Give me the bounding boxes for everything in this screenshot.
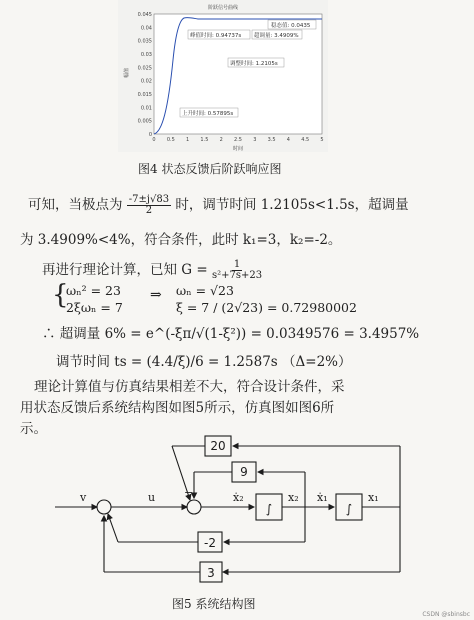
pole-fraction-den: 2 <box>145 205 153 216</box>
overshoot-line: ∴ 超调量 6% = e^(-ξπ/√(1-ξ²)) = 0.0349576 = 3.4957% <box>42 326 420 342</box>
gain-m2-label: -2 <box>204 536 216 550</box>
summing-junction-1 <box>97 500 111 514</box>
tf-num: 1 <box>233 259 241 270</box>
watermark: CSDN @sbinsbc <box>422 611 470 618</box>
y-tick-label: 0.045 <box>137 12 152 18</box>
settling-line: 调节时间 ts = (4.4/ξ)/6 = 1.2587s （Δ=2%） <box>56 354 352 370</box>
y-tick-label: 0.03 <box>140 52 152 58</box>
pole-fraction <box>127 195 171 216</box>
fig5-caption: 图5 系统结构图 <box>172 597 256 611</box>
para1-line <box>28 193 409 216</box>
para3-a: 再进行理论计算，已知 G = <box>42 262 208 278</box>
para2-line: 为 3.4909%<4%，符合条件，此时 k₁=3，k₂=-2。 <box>20 232 342 248</box>
y-tick-label: 0 <box>148 132 152 138</box>
y-tick-label: 0.015 <box>137 92 152 98</box>
x-tick-label: 1.5 <box>200 137 209 143</box>
y-tick-label: 0.035 <box>137 38 152 45</box>
para3-line <box>42 258 262 281</box>
pole-fraction-num: -7±j√83 <box>128 194 170 205</box>
gain-20-label: 20 <box>210 439 226 453</box>
signal-v: v <box>80 491 87 504</box>
system-brace: { <box>52 280 69 310</box>
annotation-settling: 调整时间: 1.2105s <box>230 61 278 67</box>
x-tick-label: 1 <box>186 137 190 143</box>
x-tick-label: 4.5 <box>301 137 310 143</box>
y-tick-label: 0.01 <box>140 105 152 112</box>
minus-sign: − <box>184 486 194 499</box>
step-response-plot <box>118 0 328 152</box>
signal-x2: x₂ <box>288 491 299 504</box>
signal-u: u <box>148 491 156 504</box>
sys-eq-2: 2ξωₙ = 7 <box>66 300 123 315</box>
plot-xlabel: 时间 <box>232 146 244 152</box>
transfer-function <box>212 260 262 281</box>
signal-x1dot: ẋ₁ <box>317 491 328 504</box>
gain-9-label: 9 <box>240 465 248 479</box>
sys-res-1: ωₙ = √23 <box>176 283 234 298</box>
para5-line-1: 理论计算值与仿真结果相差不大，符合设计条件，采 <box>34 379 345 395</box>
x-tick-label: 2 <box>219 137 223 143</box>
x-tick-label: 5 <box>320 137 324 143</box>
x-tick-label: 0.5 <box>166 137 175 143</box>
fig4-caption: 图4 状态反馈后阶跃响应图 <box>138 162 282 176</box>
y-tick-label: 0.025 <box>137 65 152 72</box>
x-tick-label: 2.5 <box>234 137 242 143</box>
annotation-rise: 上升时间: 0.57895s <box>182 111 234 117</box>
y-tick-label: 0.005 <box>137 118 152 125</box>
tf-den: s²+7s+23 <box>211 270 263 281</box>
y-tick-label: 0.04 <box>140 25 152 32</box>
signal-x1: x₁ <box>368 491 379 504</box>
integrator-1-label: ∫ <box>265 502 273 516</box>
annotation-overshoot: 超调量: 3.4909% <box>254 33 299 39</box>
x-tick-label: 4 <box>286 137 290 143</box>
annotation-peak-time: 峰值时间: 0.94737s <box>190 33 242 39</box>
summing-junction-2 <box>187 500 201 514</box>
para1-a: 可知，当极点为 <box>28 197 123 213</box>
block-diagram <box>0 432 474 600</box>
implies-arrow: ⇒ <box>150 287 162 303</box>
sys-res-2: ξ = 7 / (2√23) = 0.72980002 <box>176 300 357 315</box>
y-tick-label: 0.02 <box>140 78 152 85</box>
annotation-steady: 稳态值: 0.0435 <box>271 23 311 29</box>
integrator-2-label: ∫ <box>345 502 353 516</box>
para5-line-2: 用状态反馈后系统结构图如图5所示，仿真图如图6所 <box>20 400 335 416</box>
plot-title: 阶跃信号曲线 <box>207 5 239 11</box>
wire-m2-to-sum1 <box>108 514 118 542</box>
gain-3-label: 3 <box>207 566 215 580</box>
x-tick-label: 3.5 <box>267 137 276 143</box>
signal-x2dot: ẋ₂ <box>233 491 244 504</box>
x-tick-label: 3 <box>253 137 257 143</box>
plot-ylabel: 幅值 <box>124 67 130 78</box>
sys-eq-1: ωₙ² = 23 <box>66 283 121 298</box>
para1-b: 时，调节时间 1.2105s<1.5s，超调量 <box>175 197 409 213</box>
para5-line-3: 示。 <box>20 421 47 437</box>
x-tick-label: 0 <box>152 137 156 143</box>
